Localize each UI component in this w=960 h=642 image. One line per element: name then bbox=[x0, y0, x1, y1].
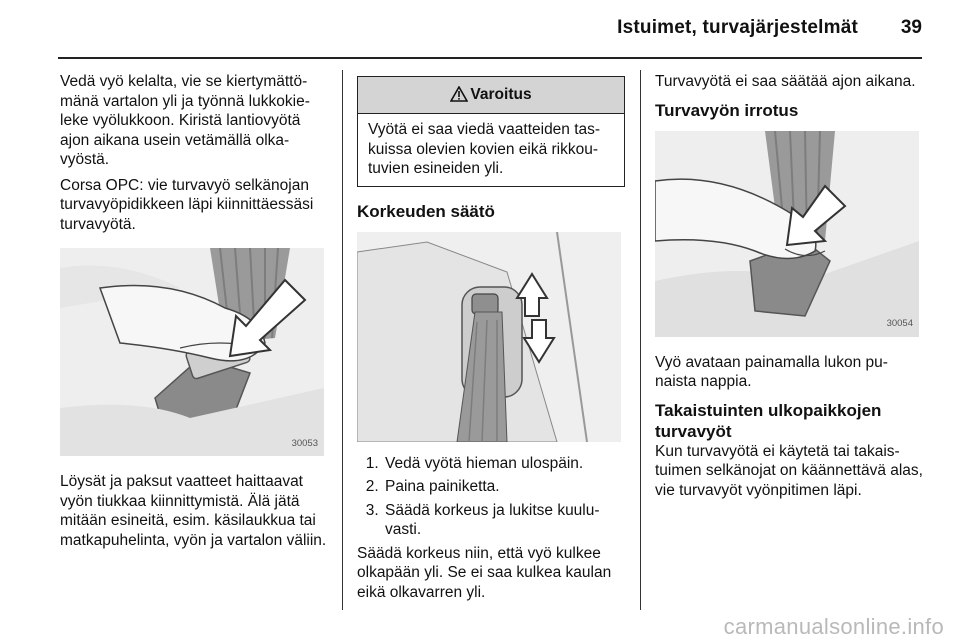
page-number: 39 bbox=[900, 17, 922, 38]
warning-icon bbox=[450, 80, 468, 116]
belt-release-illustration bbox=[655, 131, 919, 337]
figure-number: 30054 bbox=[886, 318, 913, 329]
watermark-brand: carmanualsonline.info bbox=[723, 614, 944, 639]
column-1 bbox=[60, 72, 328, 556]
heading-height-adjustment: Korkeuden säätö bbox=[357, 201, 495, 221]
paragraph-rear-belts: Kun turvavyötä ei käytetä tai takaistuimen selkänojat on käännettävä alas, vie turvavyöt vyönpitimen läpi. bbox=[655, 442, 923, 499]
section-title: Istuimet, turvajärjestelmät bbox=[617, 17, 858, 38]
warning-title: Varoitus bbox=[470, 86, 532, 103]
height-adjuster-illustration bbox=[357, 232, 621, 442]
column-3 bbox=[655, 72, 923, 506]
figure-number: 30053 bbox=[291, 437, 318, 449]
header-rule bbox=[58, 57, 922, 59]
column-divider-1 bbox=[342, 70, 343, 610]
column-2 bbox=[357, 72, 625, 608]
figure-buckle-insert bbox=[60, 248, 324, 456]
page-header bbox=[0, 0, 960, 58]
paragraph-clothing: Löysät ja paksut vaatteet haittaavat vyön tiukkaa kiinnittymistä. Älä jätä mitään esineitä, esim. käsilaukkua tai matkapuhelinta, vyön ja vartalon väliin. bbox=[60, 473, 327, 549]
heading-belt-release: Turvavyön irrotus bbox=[655, 100, 799, 120]
buckle-insert-illustration bbox=[60, 248, 324, 456]
paragraph-height-note: Säädä korkeus niin, että vyö kulkee olkapään yli. Se ei saa kulkea kaulan eikä olkavarren yli. bbox=[357, 544, 612, 601]
warning-text: Vyötä ei saa viedä vaatteiden taskuissa olevien kovien eikä rikkoutuvien esineiden yli. bbox=[368, 121, 601, 177]
heading-rear-outer-belts: Takaistuinten ulkopaikkojen turvavyöt bbox=[655, 400, 882, 441]
warning-header bbox=[358, 77, 624, 114]
paragraph-corsa-opc: Corsa OPC: vie turvavyö selkänojan turvavyöpidikkeen läpi kiinnittäessäsi turvavyötä. bbox=[60, 176, 314, 233]
step-item: 3. Säädä korkeus ja lukitse kuuluvasti. bbox=[383, 501, 625, 540]
figure-height-adjuster bbox=[357, 232, 621, 442]
steps-list bbox=[357, 454, 625, 540]
paragraph-fasten-belt: Vedä vyö kelalta, vie se kiertymättömänä vartalon yli ja työnnä lukkokieleke vyölukkoon. Kiristä lantiovyötä ajon aikana usein vetämällä olkavyöstä. bbox=[60, 73, 310, 168]
step-item: 2. Paina painiketta. bbox=[383, 477, 625, 497]
column-divider-2 bbox=[640, 70, 641, 610]
figure-belt-release bbox=[655, 131, 919, 337]
paragraph-release-button: Vyö avataan painamalla lukon punaista nappia. bbox=[655, 353, 888, 390]
paragraph-no-adjust-while-driving: Turvavyötä ei saa säätää ajon aikana. bbox=[655, 73, 916, 90]
step-item: 1. Vedä vyötä hieman ulospäin. bbox=[383, 454, 625, 474]
warning-box bbox=[357, 76, 625, 187]
